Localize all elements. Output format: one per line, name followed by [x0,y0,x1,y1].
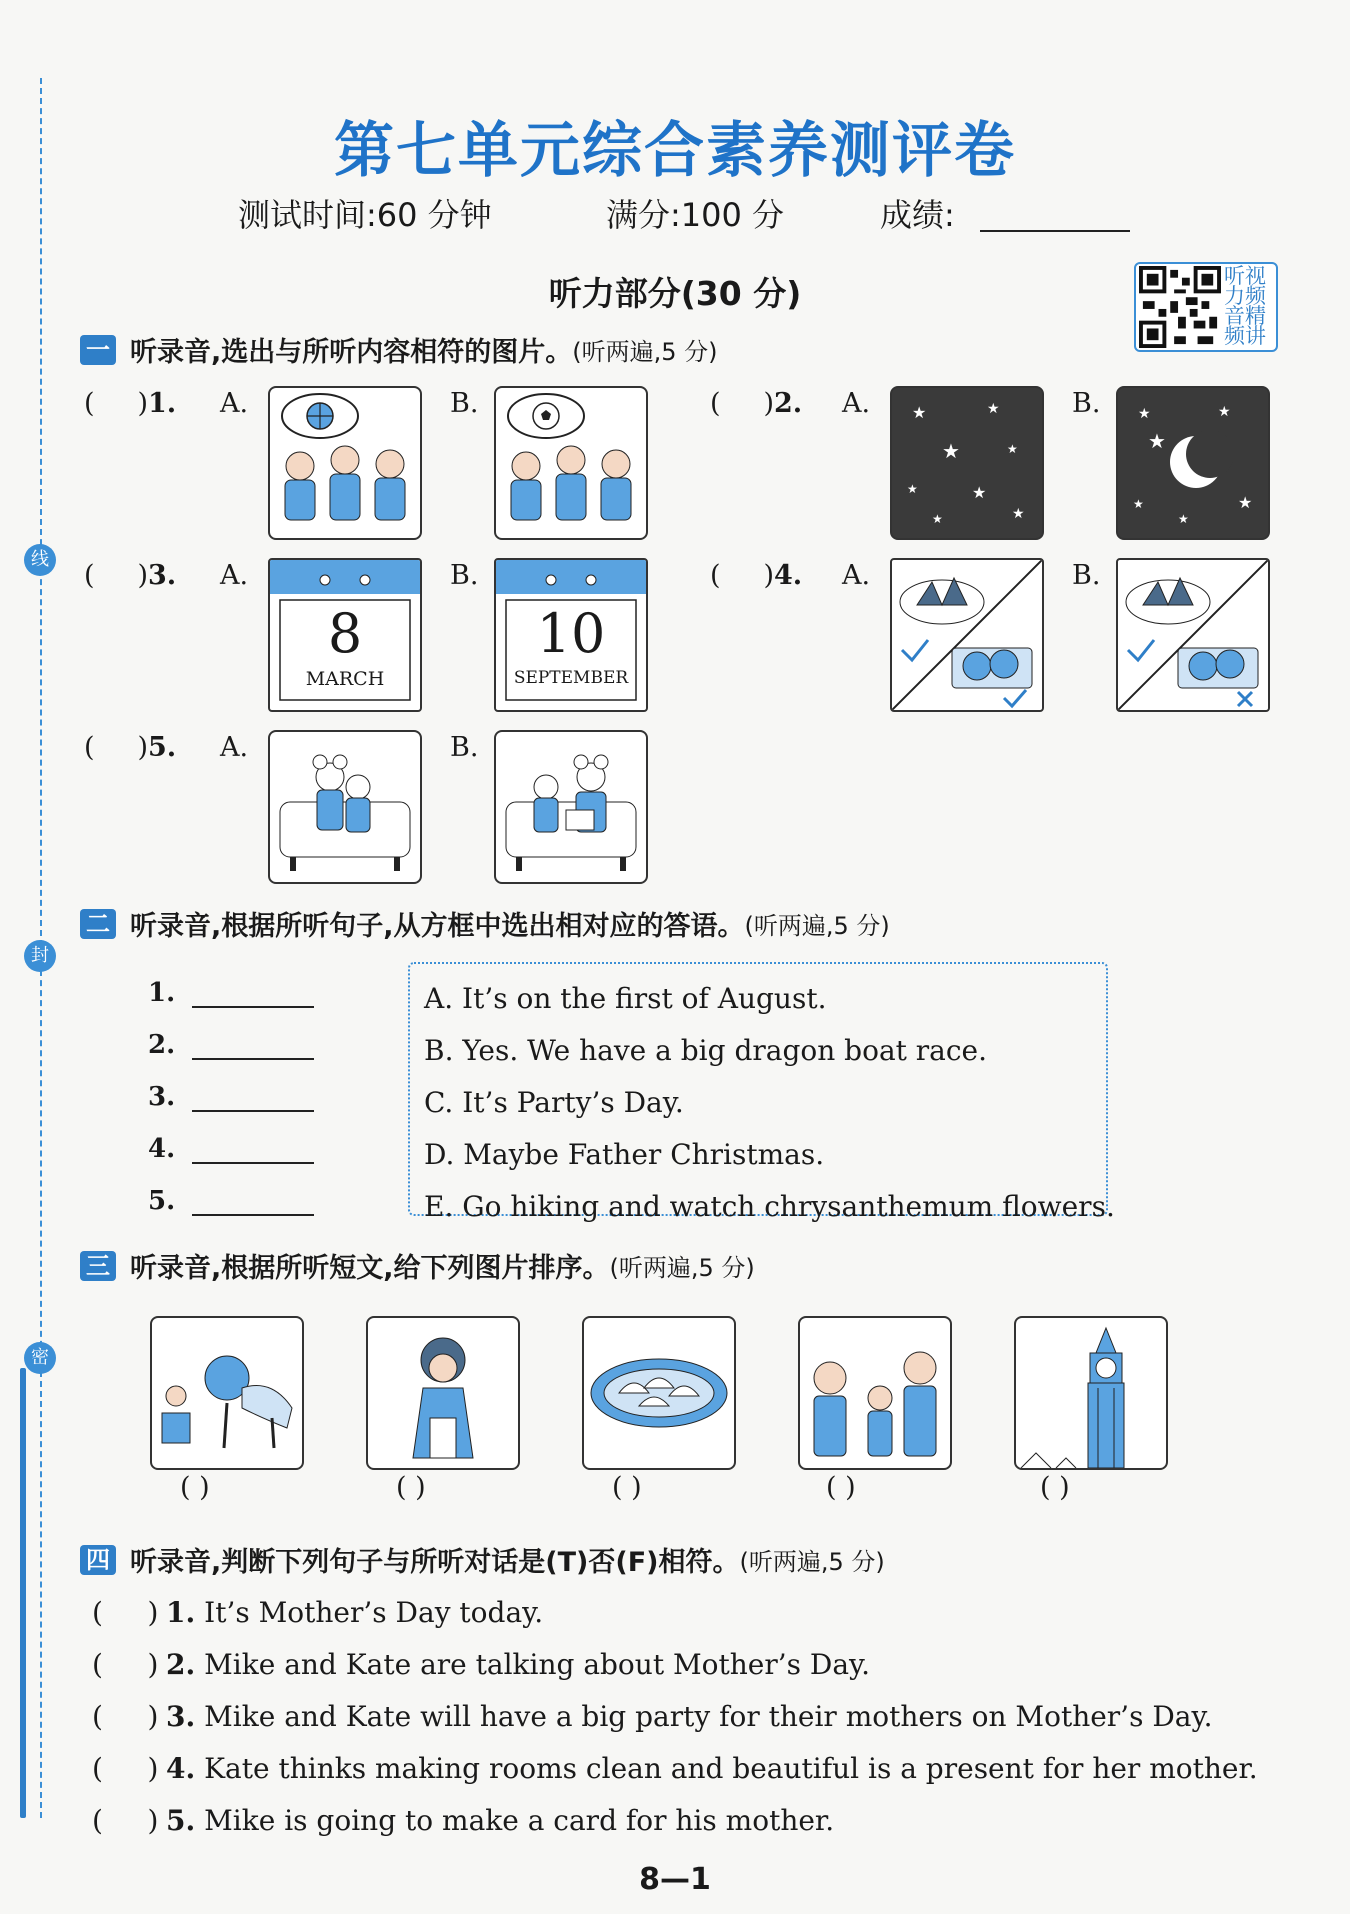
option-b: B. Yes. We have a big dragon boat race. [424,1034,988,1067]
q1-option-a-label: A. [220,388,249,419]
section-4-badge: 四 [80,1545,116,1575]
q1-option-b-label: B. [450,388,479,419]
section-1-badge: 一 [80,335,116,365]
tf-4-paren[interactable]: ( ) [92,1752,159,1785]
mice-reading-on-sofa-icon [496,732,646,882]
svg-text:★: ★ [907,482,918,496]
answer-3-blank[interactable] [192,1110,314,1112]
q2-option-b-picture[interactable] [1116,386,1270,540]
full-score: 满分:100 分 [606,196,785,234]
test-time: 测试时间:60 分钟 [238,196,492,234]
q3-option-a-label: A. [220,560,249,591]
binding-char-xian: 线 [24,544,56,576]
order-paren-3[interactable]: ( ) [612,1472,642,1503]
svg-text:★: ★ [912,403,927,422]
order-picture-4 [798,1316,952,1470]
order-picture-5 [1014,1316,1168,1470]
order-picture-1 [150,1316,304,1470]
order-picture-3 [582,1316,736,1470]
q1-answer-paren[interactable]: ( )1. [84,388,177,419]
tf-2-paren[interactable]: ( ) [92,1648,159,1681]
score-blank[interactable] [980,230,1130,232]
calendar-a-day: 8 [327,602,363,665]
basketball-kids-icon [270,388,420,538]
q4-answer-paren[interactable]: ( )4. [710,560,803,591]
q5-option-a-label: A. [220,732,249,763]
section-4-note: (听两遍,5 分) [739,1548,885,1576]
section-1-note: (听两遍,5 分) [572,338,718,366]
option-d: D. Maybe Father Christmas. [424,1138,825,1171]
option-e: E. Go hiking and watch chrysanthemum flowers. [424,1190,1115,1223]
score-label: 成绩: [880,196,955,234]
q2-option-b-label: B. [1072,388,1101,419]
svg-text:★: ★ [987,401,1000,417]
q3-option-b-label: B. [450,560,479,591]
order-paren-4[interactable]: ( ) [826,1472,856,1503]
section-2-title: 听录音,根据所听句子,从方框中选出相对应的答语。 [130,911,745,942]
page-title: 第七单元综合素养测评卷 [334,116,1016,186]
q2-option-a-picture[interactable] [890,386,1044,540]
qr-caption: 听视力频音精频讲 [1224,264,1266,348]
svg-text:★: ★ [1007,442,1018,456]
q5-option-b-label: B. [450,732,479,763]
tf-1-paren[interactable]: ( ) [92,1596,159,1629]
calendar-a-month: MARCH [305,668,385,690]
section-3-badge: 三 [80,1251,116,1281]
q4-option-b-label: B. [1072,560,1101,591]
opera-girl-icon [368,1318,518,1468]
tf-3-paren[interactable]: ( ) [92,1700,159,1733]
answer-1-blank[interactable] [192,1006,314,1008]
section-1-title: 听录音,选出与所听内容相符的图片。 [130,337,573,368]
q1-option-a-picture[interactable] [268,386,422,540]
section-3-heading [80,1246,755,1285]
binding-bar [20,1368,26,1818]
tf-item-3: ( ) 3. Mike and Kate will have a big party for their mothers on Mother’s Day. [92,1700,1213,1733]
answer-4-number: 4. [148,1134,176,1164]
big-ben-tower-icon [1016,1318,1166,1468]
section-2-heading [80,904,890,943]
section-2-badge: 二 [80,909,116,939]
binding-char-feng: 封 [24,940,56,972]
qr-code-icon [1138,266,1222,348]
q3-answer-paren[interactable]: ( )3. [84,560,177,591]
answer-4-blank[interactable] [192,1162,314,1164]
q4-option-a-picture[interactable] [890,558,1044,712]
order-paren-5[interactable]: ( ) [1040,1472,1070,1503]
section-2-note: (听两遍,5 分) [744,912,890,940]
tf-item-1: ( ) 1. It’s Mother’s Day today. [92,1596,544,1629]
listening-part-title: 听力部分(30 分) [548,274,802,313]
answer-2-number: 2. [148,1030,176,1060]
answer-5-blank[interactable] [192,1214,314,1216]
q4-option-a-label: A. [842,560,871,591]
svg-text:★: ★ [972,483,987,502]
svg-text:★: ★ [932,512,943,526]
q5-option-b-picture[interactable] [494,730,648,884]
answer-1-number: 1. [148,978,176,1008]
zongzi-mooncake-check-check-icon [892,560,1042,710]
q1-option-b-picture[interactable] [494,386,648,540]
zongzi-mooncake-check-cross-icon [1118,560,1268,710]
option-c: C. It’s Party’s Day. [424,1086,684,1119]
q4-option-b-picture[interactable] [1116,558,1270,712]
answer-3-number: 3. [148,1082,176,1112]
page-number: 8—1 [639,1862,711,1897]
tf-item-5: ( ) 5. Mike is going to make a card for his mother. [92,1804,835,1837]
football-kids-icon [496,388,646,538]
calendar-b-month: SEPTEMBER [513,668,629,688]
svg-text:★: ★ [1133,497,1144,511]
svg-text:★: ★ [942,439,960,463]
svg-text:★: ★ [1012,506,1025,522]
qr-video-box[interactable] [1134,262,1278,352]
svg-text:★: ★ [1238,493,1253,512]
answer-5-number: 5. [148,1186,176,1216]
q5-option-a-picture[interactable] [268,730,422,884]
section-4-title: 听录音,判断下列句子与所听对话是(T)否(F)相符。 [130,1547,740,1578]
svg-text:★: ★ [1138,406,1151,422]
family-children-icon [800,1318,950,1468]
answer-2-blank[interactable] [192,1058,314,1060]
binding-char-mi: 密 [24,1342,56,1374]
lion-dance-icon [152,1318,302,1468]
svg-text:★: ★ [1148,429,1166,453]
q2-answer-paren[interactable]: ( )2. [710,388,803,419]
order-picture-2 [366,1316,520,1470]
section-3-note: (听两遍,5 分) [609,1254,755,1282]
dumplings-plate-icon [584,1318,734,1468]
section-1-heading [80,330,718,369]
section-4-heading [80,1540,885,1579]
moon-stars-icon [1118,388,1268,538]
order-paren-2[interactable]: ( ) [396,1472,426,1503]
order-paren-1[interactable]: ( ) [180,1472,210,1503]
q2-option-a-label: A. [842,388,871,419]
tf-item-2: ( ) 2. Mike and Kate are talking about Mother’s Day. [92,1648,871,1681]
svg-text:★: ★ [1178,512,1189,526]
mice-on-sofa-icon [270,732,420,882]
option-a: A. It’s on the first of August. [424,982,827,1015]
svg-text:★: ★ [1218,404,1231,420]
stars-night-icon [892,388,1042,538]
tf-5-paren[interactable]: ( ) [92,1804,159,1837]
section-3-title: 听录音,根据所听短文,给下列图片排序。 [130,1253,610,1284]
q5-answer-paren[interactable]: ( )5. [84,732,177,763]
tf-item-4: ( ) 4. Kate thinks making rooms clean and beautiful is a present for her mother. [92,1752,1258,1785]
calendar-b-day: 10 [536,602,606,665]
options-box [408,962,1115,1223]
